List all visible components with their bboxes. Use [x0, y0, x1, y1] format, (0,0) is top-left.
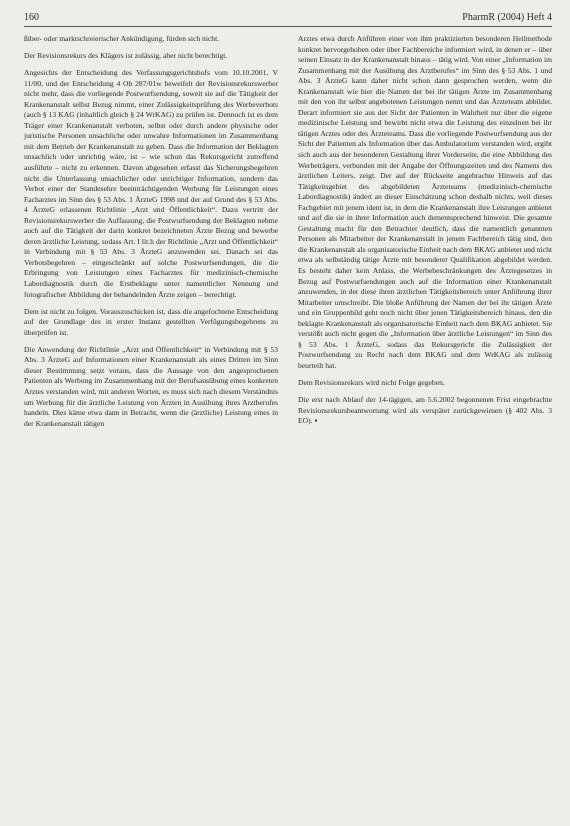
page-number: 160: [24, 12, 39, 23]
paragraph-text: Die erst nach Ablauf der 14-tägigen, am 5.6.2002 begonnenen Frist eingebrachte Revisionsrekursbeantwortung wird als verspätet zurückgewiesen (§ 402 Abs. 3 EO).: [298, 395, 552, 426]
paragraph: Die Anwendung der Richtlinie „Arzt und Öffentlichkeit“ in Verbindung mit § 53 Abs. 3 ÄrzteG auf Informationen einer Krankenanstalt als eines Dritten im Sinn dieser Bestimmung setzt voraus, dass die Aussage von den angesprochenen Patienten als Werbung im Zusammenhang mit der Berufsausübung eines konkreten Arztes verstanden wird, mit anderen Worten, es muss sich nach diesem Verständnis um Werbung für die ärztliche Leistung von Ärzten in Ausübung ihres Arztberufes handeln. Dies käme etwa dann in Betracht, wenn die (ärztliche) Leistung eines in der Krankenanstalt tätigen: [24, 344, 278, 428]
left-column: [24, 34, 278, 436]
end-marker: ▪: [314, 416, 318, 426]
journal-reference: PharmR (2004) Heft 4: [462, 12, 552, 23]
paragraph: ßiber- oder marktschreierischer Ankündigung, fürden sich nicht.: [24, 34, 220, 43]
paragraph: Der Revisionsrekurs des Klägers ist zulässig, aber nicht berechtigt.: [24, 51, 228, 61]
text-columns: [24, 34, 552, 436]
paragraph: Dem ist nicht zu folgen. Vorauszuschicken ist, dass die angefochtene Entscheidung auf der Grundlage des in erster Instanz gestellten Verfügungsbegehrens zu überprüfen ist.: [24, 306, 278, 337]
paragraph: Dem Revisionsrekurs wird nicht Folge gegeben.: [298, 378, 445, 387]
right-column: [298, 34, 552, 436]
paragraph: Angesichts der Entscheidung des Verfassungsgerichtshofs vom 10.10.2001, V 11/00, und der Entscheidung 4 Ob 287/01w beweifelt der Revisionsrekurswerber nicht mehr, dass die vorliegende Postwurfsendung, soweit sie auf die Tätigkeit der Krankenanstalt selbst Bezug nimmt, einer Zulässigkeitsprüfung des Werbeverbots (auch § 13 KAG (inhaltlich gleich § 24 WrKAG) zu prüfen ist. Dennoch ist es dem Träger einer Krankenanstalt verboten, selbst oder durch andere physische oder juristische Personen unsachliche oder unwahre Informationen im Zusammenhang mit dem Betrieb der Krankenanstalt zu geben. Dass die Information der Beklagten unsachlich oder unrichtig wäre, ist – wie schon das Rekursgericht zutreffend ausführte – nicht zu erkennen. Davon abgesehen erfasst das Sicherungsbegehren nicht die Unterlassung unsachlicher oder unrichtiger Information, sondern das Verbot einer der Standesehre beeinträchtigenden Werbung für Leistungen eines Facharztes im Sinn des § 53 Abs. 1 ÄrzteG 1998 und der auf Grund des § 53 Abs. 4 ÄrzteG erlassenen Richtlinie „Arzt und Öffentlichkeit“. Dazu vertritt der Revisionsrekurswerber die Auffassung, die Postwurfsendung der Beklagten nehme auch auf die Tätigkeit der darin konkret bezeichneten Ärzte Bezug und bewerbe deren ärztliche Leistung, sodass Art. I lit.h der Richtlinie „Arzt und Öffentlichkeit“ in Verbindung mit § 53 Abs. 3 ÄrzteG anzuwenden sei. Danach sei das Verbotsbegehren – eingeschränkt auf solche Postwurfsendungen, die die Erbringung von Leistungen eines Facharztes für medizinisch-chemische Labordiagnostik durch die Erstbeklagte unter namentlicher Nennung und fotografischer Abbildung der behandelnden Ärzte zeigen – berechtigt.: [24, 68, 278, 299]
page-header: [24, 12, 552, 27]
paragraph: Arztes etwa durch Anführen einer von ihm praktizierten besonderen Heilmethode konkret hervorgehoben oder über Fachbereiche informiert wird, in denen er – über seinen Einsatz in der Krankenanstalt hinaus – tätig wird. Von einer „Information im Zusammenhang mit der Ausübung des Arztberufes“ im Sinn des § 53 Abs. 1 und Abs. 3 ÄrzteG kann daher nicht schon dann gesprochen werden, wenn die Krankenanstalt wie hier die Namen der bei ihr tätigen Ärzte im Zusammenhang mit den von ihr selbst angebotenen Leistungen nennt und das Ärzteteam abbildet. Derart informiert sie aus der Sicht der Patienten in Wahrheit nur über die eigene medizinische Leistung und bewirbt nicht etwa die Leistung des einzelnen bei ihr tätigen Arztes oder des Ärzteteams. Dass die vorliegende Postwurfsendung aus der Sicht der Patienten als Information über das Ambulatorium verstanden wird, ergibt sich auch aus der besonderen Gestaltung ihrer Vorderseite, die eine Abbildung des Werbeträgers, verbunden mit der Angabe der Öffnungszeiten und des Namens des ärztlichen Leiters, zeigt. Der auf der Rückseite angebrachte Hinweis auf das Tätigkeitsgebiet des abgebildeten Ärzteteams (medizinisch-chemische Labordiagnostik) ändert an dieser Einschätzung schon deshalb nichts, weil dieses Fachgebiet mit jenem ident ist, in dem die Krankenanstalt ihre Leistungen anbietet und auf die sie in ihrer Information auch dementsprechend hinweist. Die gesamte Gestaltung macht für den Betrachter deutlich, dass die namentlich genannten Personen als Mitarbeiter der Krankenanstalt in jenem Fachbereich tätig sind, den die Krankenanstalt als organisatorische Einheit nach dem BKAG anbietet und nicht etwa als selbständig tätige Ärzte mit besonderer Qualifikation abgebildet werden. Es besteht daher kein Anlass, die Werbebeschränkungen des Ärztegesetzes in Bezug auf Postwurfsendungen auch auf die Information einer Krankenanstalt anzuwenden, in der diese ihren ärztlichen Tätigkeitsbereich unter Anführung ihrer Mitarbeiter umschreibt. Die bloße Anführung der Namen der bei ihr tätigen Ärzte und ein Gruppenbild geht noch nicht über jenen Tätigkeitsbereich hinaus, den die beklagte Krankenanstalt als organisatorische Einheit nach dem BKAG anbietet. Sie verstößt auch nicht gegen die „Information über ärztliche Leistungen“ im Sinn des § 53 Abs. 1 ÄrzteG, sodass das Rekursgericht die Zulässigkeit der Postwurfsendung zu Recht nach dem BKAG und dem WrKAG als zulässig beurteilt hat.: [298, 34, 552, 370]
paragraph: [298, 395, 552, 427]
